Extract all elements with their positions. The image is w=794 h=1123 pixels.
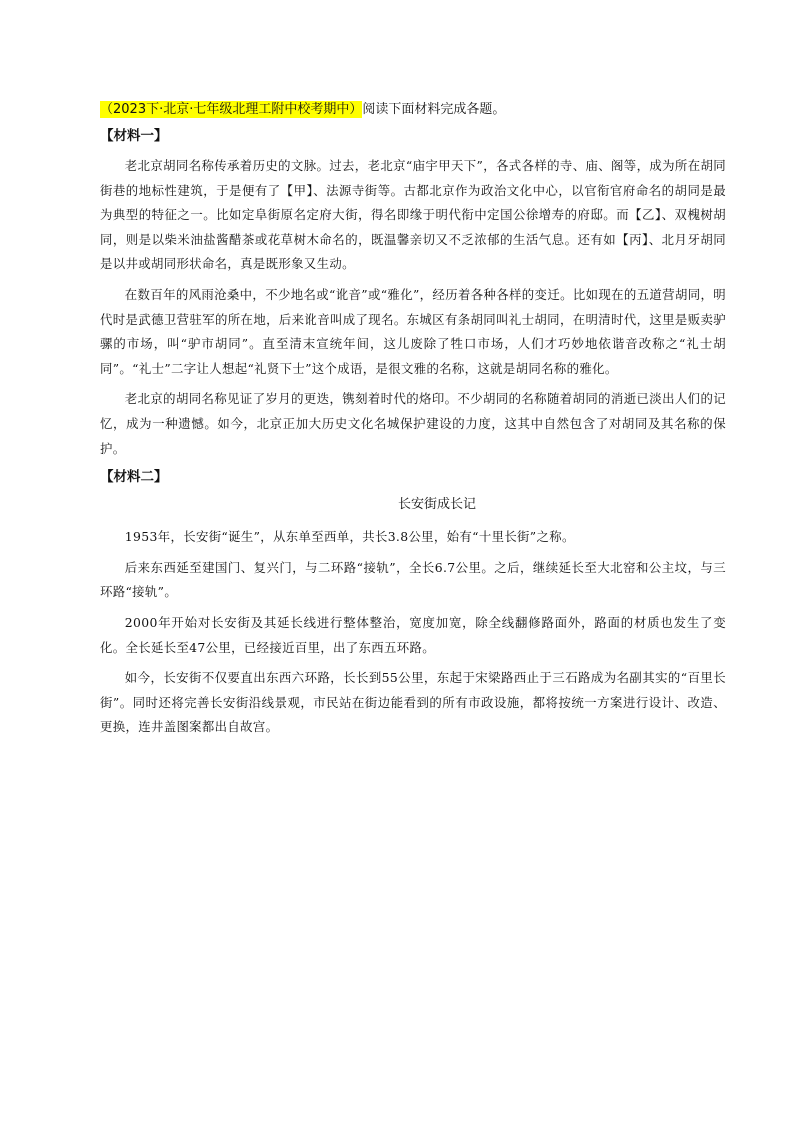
material1-heading: 【材料一】 (100, 128, 168, 144)
material1-paragraph-1: 老北京胡同名称传承着历史的文脉。过去，老北京“庙宇甲天下”，各式各样的寺、庙、阁等，成为所在胡同街巷的地标性建筑，于是便有了【甲】、法源寺街等。古都北京作为政治文化中心，以官衔官府命名的胡同是最为典型的特征之一。比如定阜街原名定府大街，得名即缘于明代衔中定国公徐增寿的府邸。而【乙】、双槐树胡同，则是以柴米油盐酱醋茶或花草树木命名的，既温馨亲切又不乏浓郁的生活气息。还有如【丙】、北月牙胡同是以井或胡同形状命名，真是既形象又生动。 (100, 158, 726, 272)
material2-paragraph-3: 2000年开始对长安街及其延长线进行整体整治，宽度加宽，除全线翻修路面外，路面的材质也发生了变化。全长延长至47公里，已经接近百里，出了东西五环路。 (100, 614, 726, 655)
material2-heading: 【材料二】 (100, 469, 168, 486)
document-content (100, 100, 726, 746)
material2-paragraph-2: 后来东西延至建国门、复兴门，与二环路“接轨”，全长6.7公里。之后，继续延长至大北窑和公主坟，与三环路“接轨”。 (100, 559, 726, 600)
material2-paragraph-4: 如今，长安街不仅要直出东西六环路，长长到55公里，东起于宋梁路西止于三石路成为名副其实的“百里长街”。同时还将完善长安街沿线景观，市民站在街边能看到的所有市政设施，都将按统一方案进行设计、改造、更换，连井盖图案都出自故宫。 (100, 670, 726, 735)
material2-paragraph-1: 1953年，长安街“诞生”，从东单至西单，共长3.8公里，始有“十里长街”之称。 (124, 529, 575, 545)
question-source-tag: （2023下·北京·七年级北理工附中校考期中） (100, 102, 363, 117)
question-header (100, 100, 726, 120)
material2-article-title: 长安街成长记 (398, 497, 477, 513)
material1-paragraph-2: 在数百年的风雨沧桑中，不少地名或“讹音”或“雅化”，经历着各种各样的变迁。比如现在的五道营胡同，明代时是武德卫营驻军的所在地，后来讹音叫成了现名。东城区有条胡同叫礼士胡同，在明清时代，这里是贩卖驴骡的市场，叫“驴市胡同”。直至清末宣统年间，这儿废除了牲口市场，人们才巧妙地依谐音改称之“礼士胡同”。“礼士”二字让人想起“礼贤下士”这个成语，是很文雅的名称，这就是胡同名称的雅化。 (100, 286, 726, 376)
question-instruction: 阅读下面材料完成各题。 (362, 102, 506, 117)
material1-paragraph-3: 老北京的胡同名称见证了岁月的更迭，镌刻着时代的烙印。不少胡同的名称随着胡同的消逝已淡出人们的记忆，成为一种遗憾。如今，北京正加大历史文化名城保护建设的力度，这其中自然包含了对胡同及其名称的保护。 (100, 391, 726, 456)
